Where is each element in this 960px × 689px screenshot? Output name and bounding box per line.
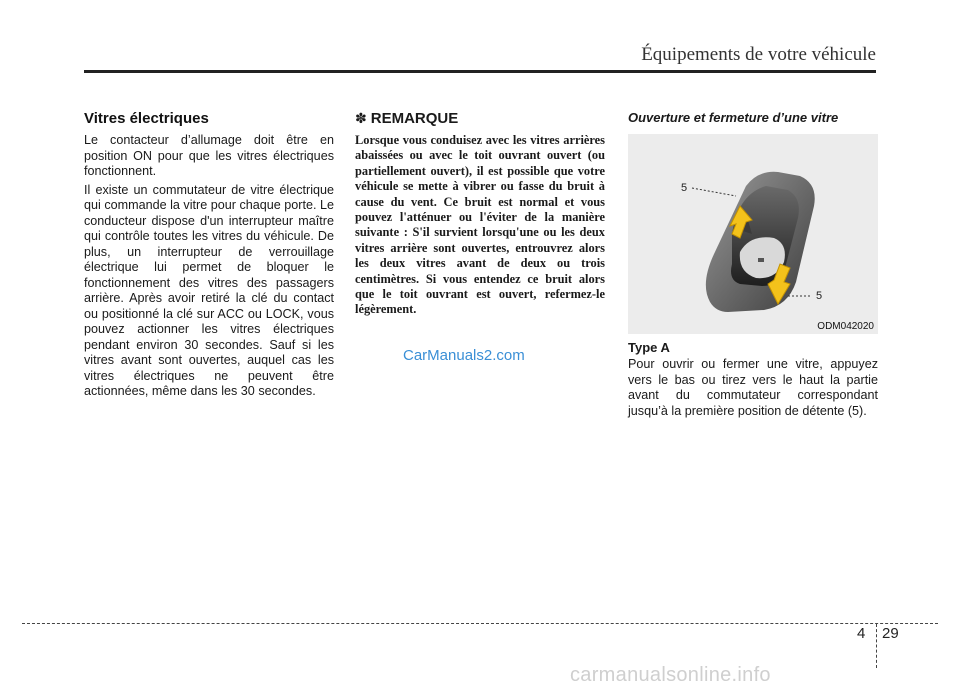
remark-star-icon: ✽ (355, 110, 367, 126)
paragraph-type-a: Pour ouvrir ou fermer une vitre, appuyez vers le bas ou tirez vers le haut la partie avant du commutateur correspondant jusqu’à la première position de détente (5). (628, 357, 878, 418)
chapter-number: 4 (857, 625, 866, 642)
footer-rule (22, 623, 938, 624)
paragraph-switches: Il existe un commutateur de vitre électrique qui commande la vitre pour chaque porte. Le conducteur dispose d'un interrupteur maître qui contrôle toutes les vitres du véhicule. De plus, un interrupteur de verrouillage électrique lui permet de bloquer le fonctionnement des vitres des passagers arrière. Après avoir retiré la clé du contact ou positionné la clé sur ACC ou LOCK, vous pouvez actionner les vitres électriques pendant environ 30 secondes. Sauf si les vitres avant sont ouvertes, auquel cas les vitres électriques ne peuvent être actionnées, même dans les 30 secondes. (84, 182, 334, 398)
window-switch-figure (628, 134, 878, 334)
header-rule (84, 70, 876, 73)
type-heading: Type A (628, 340, 670, 355)
column-3 (628, 110, 878, 422)
footer-separator (876, 624, 877, 668)
figure-code: ODM042020 (817, 321, 874, 332)
page-header-title: Équipements de votre véhicule (641, 44, 876, 65)
site-watermark: carmanualsonline.info (570, 664, 771, 686)
figure-label-bottom: 5 (816, 290, 823, 302)
window-switch-illustration (628, 134, 878, 334)
remark-heading (355, 110, 605, 127)
figure-label-top: 5 (681, 182, 688, 194)
section-heading: Vitres électriques (84, 110, 209, 127)
page-number: 29 (882, 625, 899, 642)
subheading-open-close: Ouverture et fermeture d’une vitre (628, 110, 839, 125)
remark-heading-label: REMARQUE (370, 110, 459, 127)
column-2 (355, 110, 605, 318)
remark-text: Lorsque vous conduisez avec les vitres arrières abaissées ou avec le toit ouvrant ouvert (ou partiellement ouvert), il est possible que votre véhicule se mette à vibrer ou fasse du bruit à cause du vent. Ce bruit est normal et vous pouvez l'atténuer ou l'éviter de la manière suivante : S'il survient lorsqu'une ou les deux vitres arrière sont ouvertes, entrouvrez alors les deux vitres avant de deux ou trois centimètres. Si vous entendez ce bruit alors que le toit ouvrant est ouvert, refermez-le légèrement. (355, 133, 605, 317)
watermark-link[interactable]: CarManuals2.com (403, 347, 525, 364)
paragraph-ignition: Le contacteur d’allumage doit être en position ON pour que les vitres électriques fonctionnent. (84, 133, 334, 178)
column-1 (84, 110, 334, 403)
